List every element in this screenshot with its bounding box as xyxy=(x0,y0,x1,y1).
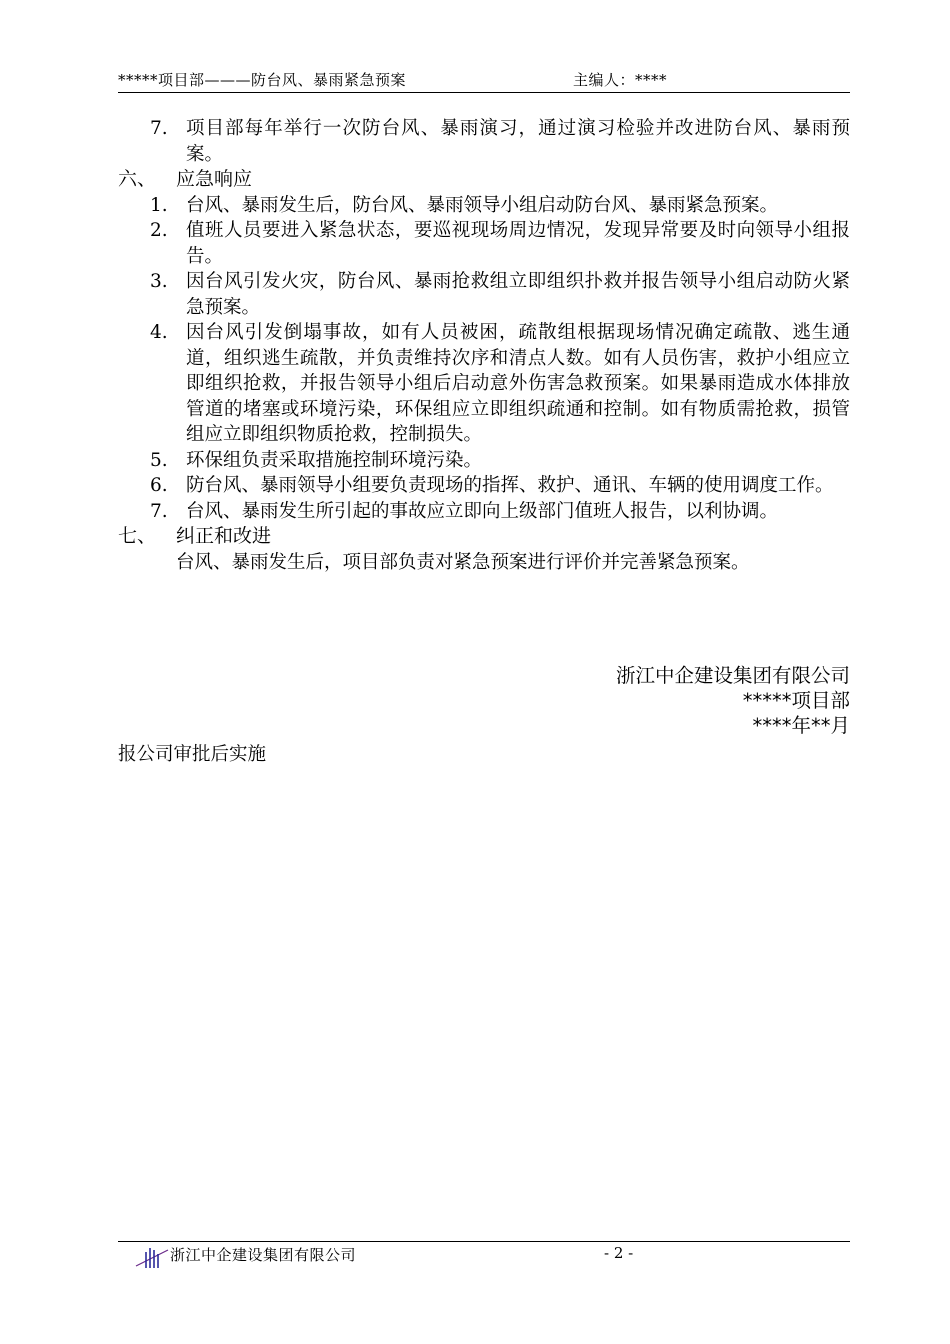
list-item xyxy=(118,269,850,320)
list-text: 防台风、暴雨领导小组要负责现场的指挥、救护、通讯、车辆的使用调度工作。 xyxy=(186,475,834,496)
list-item xyxy=(118,218,850,269)
list-text: 环保组负责采取措施控制环境污染。 xyxy=(186,449,483,471)
section-number: 七、 xyxy=(118,525,157,547)
signature-company: 浙江中企建设集团有限公司 xyxy=(615,664,850,687)
list-item xyxy=(118,116,850,167)
list-item xyxy=(118,193,850,219)
section-title: 纠正和改进 xyxy=(176,525,272,547)
list-text: 台风、暴雨发生后，防台风、暴雨领导小组启动防台风、暴雨紧急预案。 xyxy=(186,194,779,216)
company-logo-icon xyxy=(134,1244,170,1270)
list-number: 1. xyxy=(150,194,168,216)
list-text: 值班人员要进入紧急状态，要巡视现场周边情况，发现异常要及时向领导小组报告。 xyxy=(186,220,850,267)
list-item xyxy=(118,499,850,525)
signature-dept: *****项目部 xyxy=(742,689,850,712)
list-number: 4. xyxy=(150,322,168,343)
list-number: 3. xyxy=(150,271,168,292)
list-text: 因台风引发火灾，防台风、暴雨抢救组立即组织扑救并报告领导小组启动防火紧急预案。 xyxy=(186,271,850,318)
header-editor: 主编人：**** xyxy=(573,71,668,89)
section-title: 应急响应 xyxy=(176,168,253,190)
list-text: 因台风引发倒塌事故，如有人员被困，疏散组根据现场情况确定疏散、逃生通道，组织逃生疏散，并负责维持次序和清点人数。如有人员伤害，救护小组应立即组织抢救，并报告领导小组后启动意外伤害急救预案。如果暴雨造成水体排放管道的堵塞或环境污染，环保组应立即组织疏通和控制。如有物质需抢救，损管组应立即组织物质抢救，控制损失。 xyxy=(186,322,850,445)
list-number: 6. xyxy=(150,475,168,496)
list-text: 项目部每年举行一次防台风、暴雨演习，通过演习检验并改进防台风、暴雨预案。 xyxy=(186,118,850,165)
list-number: 7. xyxy=(150,500,168,522)
approval-note: 报公司审批后实施 xyxy=(118,744,267,765)
page-number: - 2 - xyxy=(604,1244,634,1262)
page-footer xyxy=(118,1241,850,1272)
list-text: 台风、暴雨发生所引起的事故应立即向上级部门值班人报告，以利协调。 xyxy=(186,500,779,522)
list-number: 5. xyxy=(150,449,168,471)
header-title: *****项目部———防台风、暴雨紧急预案 xyxy=(118,71,407,89)
section-paragraph: 台风、暴雨发生后，项目部负责对紧急预案进行评价并完善紧急预案。 xyxy=(176,551,750,573)
list-item xyxy=(118,448,850,474)
list-number: 7. xyxy=(150,118,168,139)
list-item xyxy=(118,320,850,448)
list-item xyxy=(118,473,850,499)
section-heading-6 xyxy=(118,167,850,193)
page-header xyxy=(118,68,850,93)
section-heading-7 xyxy=(118,524,850,550)
signature-date: ****年**月 xyxy=(752,714,850,737)
list-number: 2. xyxy=(150,220,168,241)
document-body xyxy=(118,116,850,575)
section-number: 六、 xyxy=(118,168,157,190)
footer-company: 浙江中企建设集团有限公司 xyxy=(170,1246,357,1264)
